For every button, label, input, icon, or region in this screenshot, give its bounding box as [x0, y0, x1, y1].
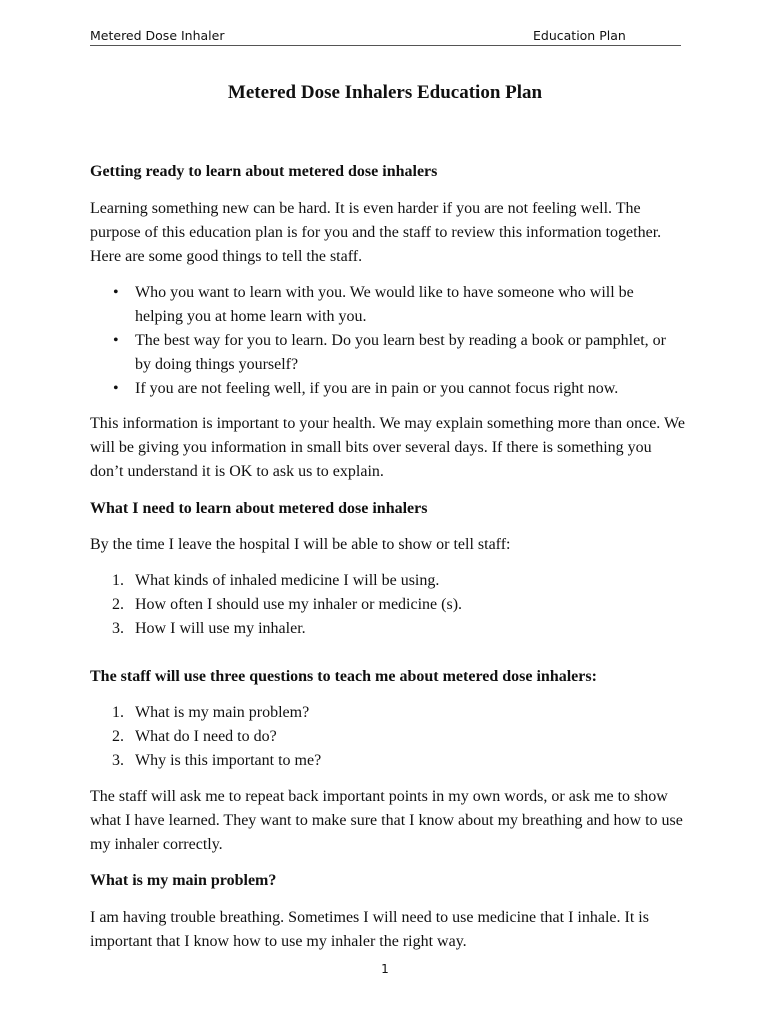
numbered-list-item [90, 701, 685, 725]
bullet-icon: • [113, 332, 119, 349]
page-header [90, 28, 681, 46]
list-number: 1. [112, 704, 124, 721]
bullet-item [90, 329, 685, 377]
numbered-list-item [90, 569, 685, 593]
section-heading-what-i-need: What I need to learn about metered dose inhalers [90, 500, 428, 517]
section-heading-three-questions: The staff will use three questions to teach me about metered dose inhalers: [90, 668, 597, 685]
list-item-text: Why is this important to me? [135, 752, 322, 769]
list-number: 1. [112, 572, 124, 589]
numbered-list-item [90, 617, 685, 641]
header-left-text: Metered Dose Inhaler [90, 28, 225, 43]
bullet-icon: • [113, 284, 119, 301]
bullet-list [90, 281, 685, 401]
numbered-list [90, 569, 685, 641]
numbered-list-item [90, 725, 685, 749]
bullet-text: The best way for you to learn. Do you learn best by reading a book or pamphlet, or by doing things yourself? [135, 332, 666, 373]
numbered-list-item [90, 749, 685, 773]
numbered-list-item [90, 593, 685, 617]
section-intro-paragraph: Learning something new can be hard. It is even harder if you are not feeling well. The purpose of this education plan is for you and the staff to review this information together. Here are some good things to tell the staff. [90, 200, 662, 265]
list-item-text: What do I need to do? [135, 728, 277, 745]
list-item-text: What is my main problem? [135, 704, 310, 721]
section-intro-paragraph: By the time I leave the hospital I will be able to show or tell staff: [90, 536, 511, 553]
document-body [90, 160, 685, 954]
list-number: 3. [112, 752, 124, 769]
page-number: 1 [381, 962, 389, 976]
header-right-text: Education Plan [533, 28, 626, 43]
list-number: 3. [112, 620, 124, 637]
list-number: 2. [112, 596, 124, 613]
section-heading-getting-ready: Getting ready to learn about metered dose inhalers [90, 163, 438, 180]
bullet-text: If you are not feeling well, if you are in pain or you cannot focus right now. [135, 380, 619, 397]
numbered-list [90, 701, 685, 773]
section-closing-paragraph: This information is important to your health. We may explain something more than once. We will be giving you information in small bits over several days. If there is something you don’t understand it is OK to ask us to explain. [90, 415, 685, 480]
list-number: 2. [112, 728, 124, 745]
bullet-text: Who you want to learn with you. We would like to have someone who will be helping you at home learn with you. [135, 284, 634, 325]
section-closing-paragraph: The staff will ask me to repeat back important points in my own words, or ask me to show what I have learned. They want to make sure that I know about my breathing and how to use my inhaler correctly. [90, 788, 683, 853]
bullet-icon: • [113, 380, 119, 397]
section-body-paragraph: I am having trouble breathing. Sometimes I will need to use medicine that I inhale. It is important that I know how to use my inhaler the right way. [90, 909, 649, 950]
document-title: Metered Dose Inhalers Education Plan [227, 82, 543, 103]
list-item-text: What kinds of inhaled medicine I will be using. [135, 572, 440, 589]
list-item-text: How I will use my inhaler. [135, 620, 306, 637]
bullet-item [90, 281, 685, 329]
section-heading-main-problem: What is my main problem? [90, 872, 277, 889]
list-item-text: How often I should use my inhaler or medicine (s). [135, 596, 463, 613]
bullet-item [90, 377, 685, 401]
